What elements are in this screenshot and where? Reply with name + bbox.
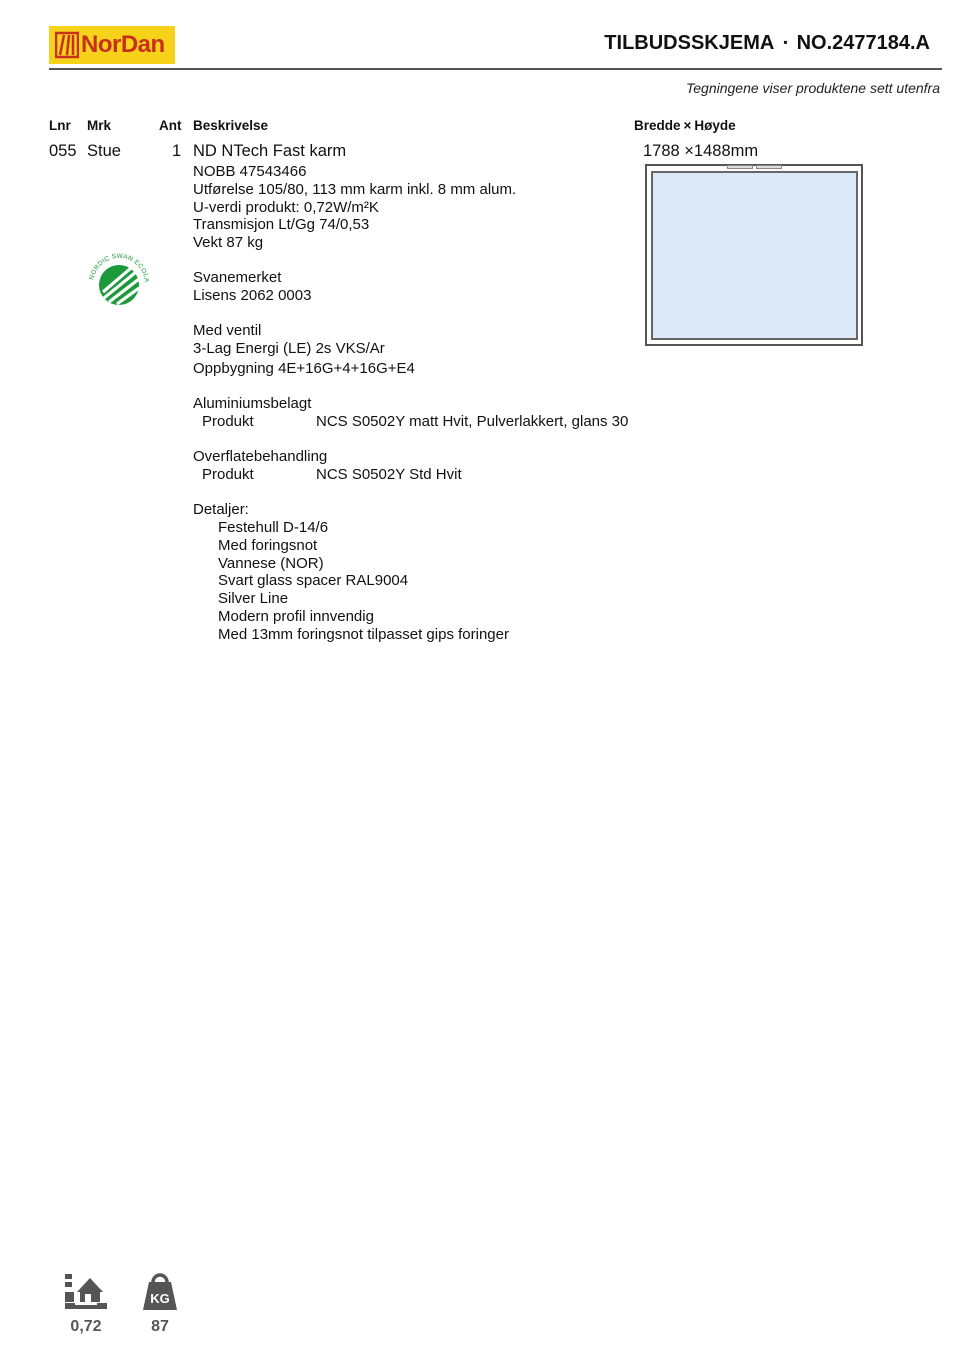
document-number: NO.2477184.A (796, 32, 930, 54)
svg-text:NORDIC SWAN ECOLABEL: NORDIC SWAN ECOLA (88, 252, 151, 283)
column-header-mrk: Mrk (87, 118, 112, 133)
title-text: TILBUDSSKJEMA (604, 32, 775, 54)
weight-figure: 87 (151, 1318, 169, 1335)
document-title (604, 32, 930, 55)
line-number: 055 (49, 142, 77, 160)
ecolabel-license: Lisens 2062 0003 (193, 286, 312, 304)
detail-item: Med 13mm foringsnot tilpasset gips foringer (218, 625, 509, 643)
logo-text: NorDan (81, 31, 165, 58)
column-header-beskrivelse: Beskrivelse (193, 118, 269, 133)
ecolabel-name: Svanemerket (193, 269, 282, 286)
u-value-figure: 0,72 (70, 1318, 102, 1335)
detail-item: Silver Line (218, 590, 289, 608)
detail-item: Med foringsnot (218, 536, 318, 554)
view-note: Tegningene viser produktene sett utenfra (686, 80, 940, 96)
detail-item: Festehull D-14/6 (218, 519, 329, 536)
product-name: ND NTech Fast karm (193, 142, 347, 160)
surface-product-label: Produkt (202, 466, 254, 483)
surface-heading: Overflatebehandling (193, 448, 328, 465)
window-glass-pane (651, 171, 858, 340)
nordic-swan-ecolabel (84, 248, 154, 314)
spec-u-value: U-verdi produkt: 0,72W/m²K (193, 198, 379, 216)
alu-product-label: Produkt (202, 413, 254, 430)
detail-item: Vannese (NOR) (218, 554, 324, 572)
column-header-bredde: Bredde (634, 118, 681, 133)
detail-item: Modern profil innvendig (218, 607, 374, 625)
spec-nobb: NOBB 47543466 (193, 163, 307, 180)
surface-product-value: NCS S0502Y Std Hvit (316, 466, 462, 483)
times-sign: × (683, 118, 692, 133)
vent-slot (727, 165, 753, 169)
column-header-ant: Ant (159, 118, 182, 133)
details-list (218, 519, 509, 644)
product-dimensions: 1788 ×1488mm (643, 142, 759, 160)
line-quantity: 1 (172, 142, 182, 160)
house-energy-icon (63, 1272, 109, 1312)
swan-ecolabel-icon (84, 248, 154, 314)
glass-vent: Med ventil (193, 322, 262, 339)
detail-item: Svart glass spacer RAL9004 (218, 572, 409, 590)
column-header-lnr: Lnr (49, 118, 71, 133)
vent-slot (756, 165, 782, 169)
logo-mark-icon (55, 31, 79, 59)
details-heading: Detaljer: (193, 501, 249, 518)
glass-build: Oppbygning 4E+16G+4+16G+E4 (193, 359, 415, 377)
alu-product-value: NCS S0502Y matt Hvit, Pulverlakkert, glans 30 (316, 413, 629, 430)
glass-type: 3-Lag Energi (LE) 2s VKS/Ar (193, 339, 385, 357)
weight-kg-icon (141, 1270, 179, 1314)
header-divider (49, 68, 942, 70)
alu-heading: Aluminiumsbelagt (193, 395, 312, 412)
nordan-logo (49, 26, 175, 64)
column-header-hoyde: Høyde (694, 118, 736, 133)
spec-transmission: Transmisjon Lt/Gg 74/0,53 (193, 216, 370, 234)
title-separator: ▪ (783, 35, 788, 49)
spec-weight: Vekt 87 kg (193, 234, 264, 252)
glass-info (193, 322, 415, 377)
spec-list (193, 163, 516, 252)
line-mark: Stue (87, 142, 121, 160)
ecolabel-info (193, 269, 311, 305)
weight-icon-text: KG (150, 1291, 170, 1306)
spec-execution: Utførelse 105/80, 113 mm karm inkl. 8 mm alum. (193, 180, 517, 198)
column-header-dimensions (634, 118, 736, 133)
